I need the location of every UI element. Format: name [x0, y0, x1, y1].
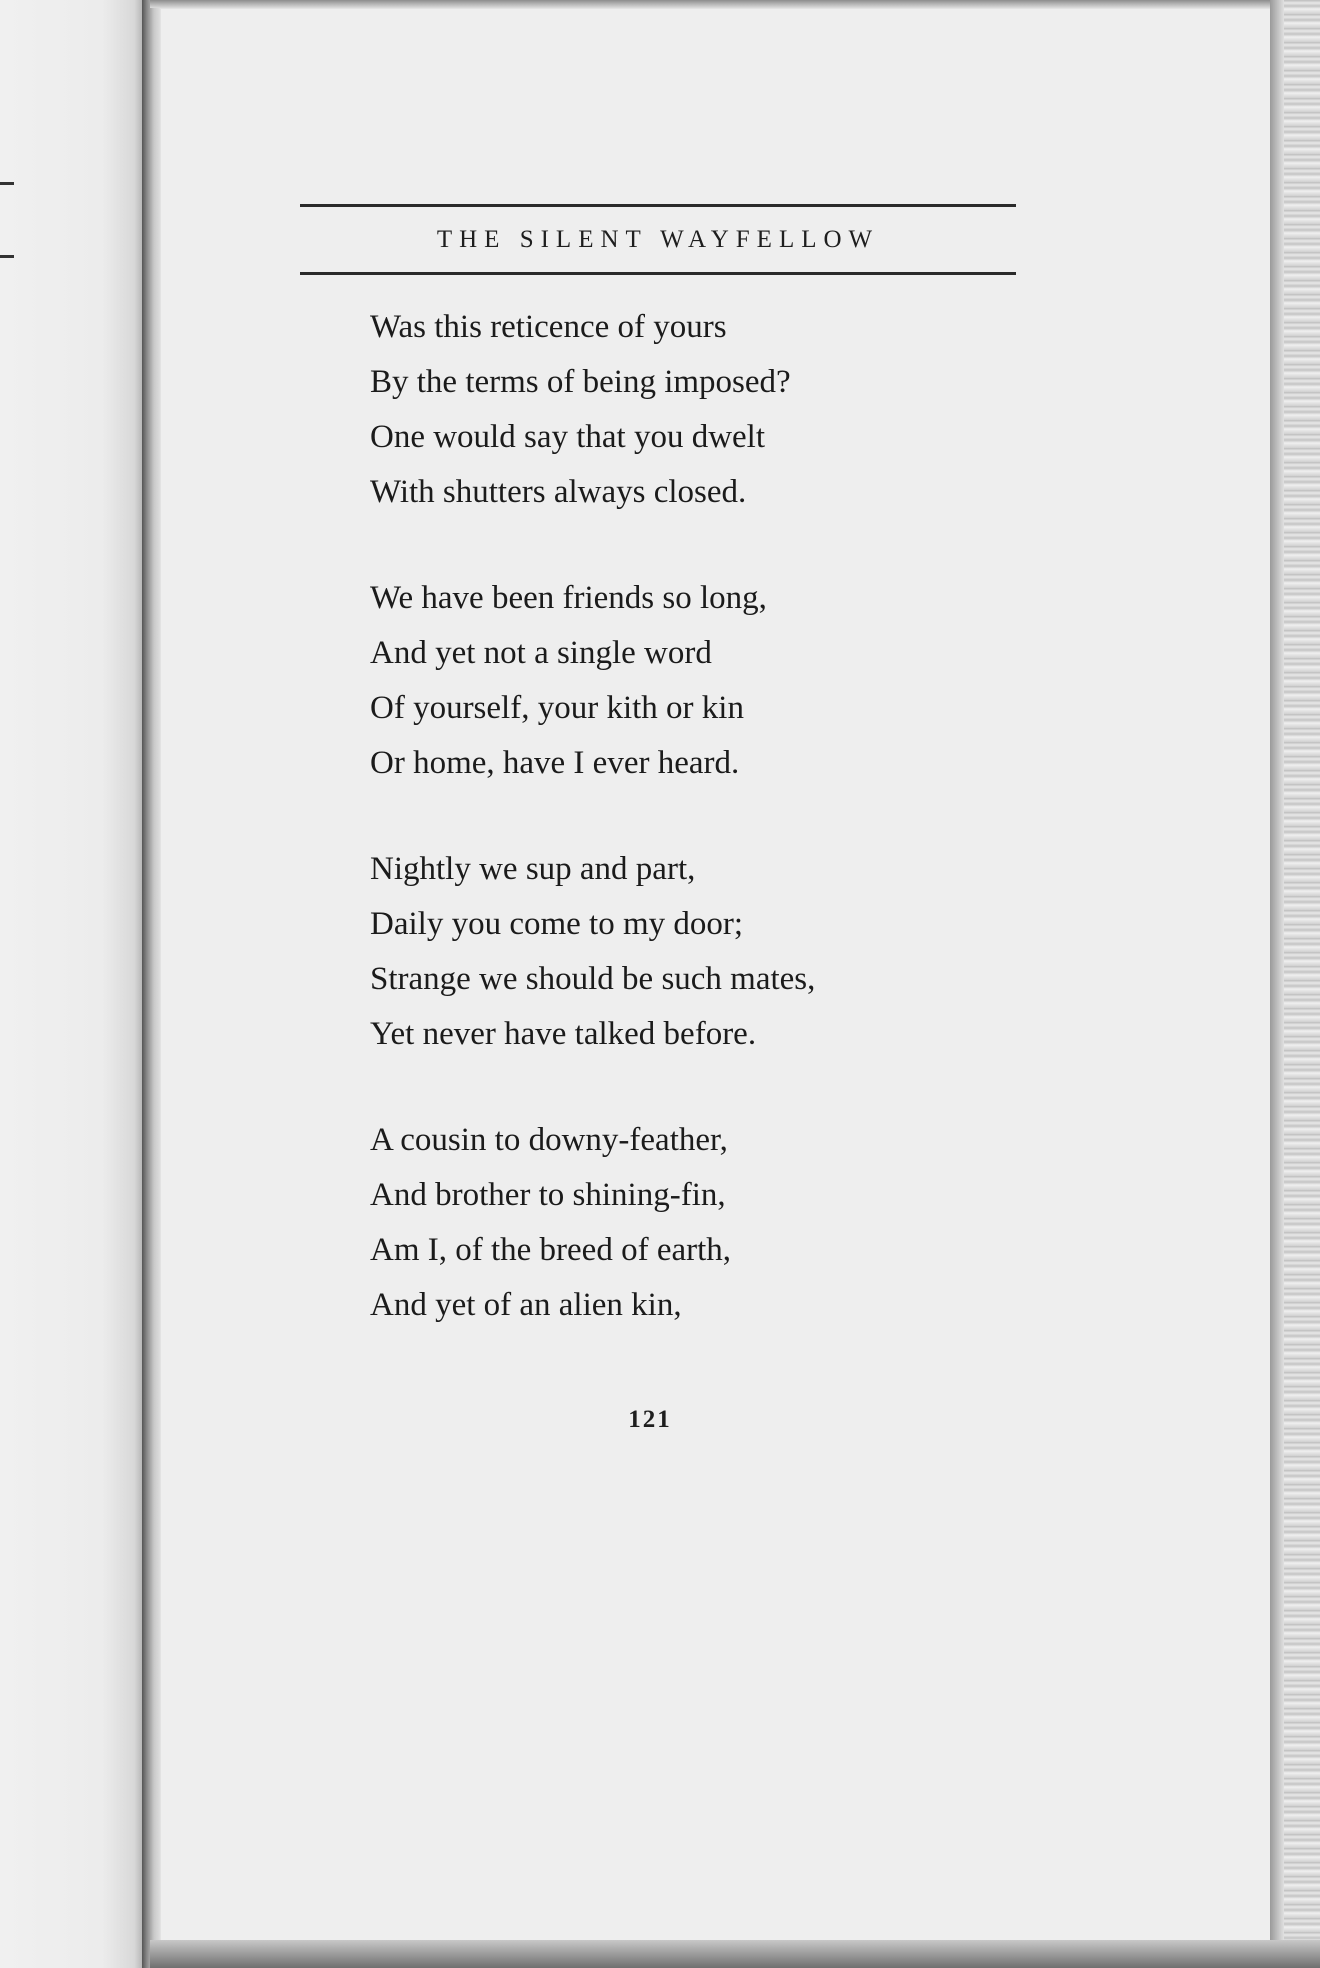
poem-line: Daily you come to my door; — [370, 906, 744, 942]
poem-line: Was this reticence of yours — [370, 309, 727, 345]
running-head: THE SILENT WAYFELLOW — [436, 226, 880, 253]
header-rule-bottom — [300, 272, 1016, 275]
poem-line: And brother to shining-fin, — [370, 1177, 726, 1213]
poem-line: Nightly we sup and part, — [370, 851, 696, 887]
stanza — [370, 300, 990, 520]
stanza — [370, 1113, 990, 1333]
poem-line: A cousin to downy-feather, — [370, 1122, 728, 1158]
poem-line: Am I, of the breed of earth, — [370, 1232, 732, 1268]
book-gutter — [142, 0, 162, 1968]
poem-line: Yet never have talked before. — [370, 1016, 757, 1052]
poem-line: Strange we should be such mates, — [370, 961, 816, 997]
stanza — [370, 571, 990, 791]
page-number: 121 — [628, 1406, 672, 1433]
poem-line: One would say that you dwelt — [370, 419, 766, 455]
poem-line: By the terms of being imposed? — [370, 364, 791, 400]
book-top-edge — [150, 0, 1320, 8]
facing-page-mark — [0, 182, 14, 185]
poem-body — [370, 300, 990, 1384]
poem-line: With shutters always closed. — [370, 474, 747, 510]
facing-page-left — [0, 0, 146, 1968]
poem-line: And yet of an alien kin, — [370, 1287, 682, 1323]
poem-line: And yet not a single word — [370, 635, 712, 671]
poem-line: We have been friends so long, — [370, 580, 767, 616]
facing-page-mark — [0, 255, 14, 258]
poem-line: Of yourself, your kith or kin — [370, 690, 744, 726]
book-page-edges — [1270, 0, 1320, 1968]
poem-line: Or home, have I ever heard. — [370, 745, 740, 781]
stanza — [370, 842, 990, 1062]
header-rule-top — [300, 204, 1016, 207]
book-bottom-edge — [150, 1940, 1320, 1968]
